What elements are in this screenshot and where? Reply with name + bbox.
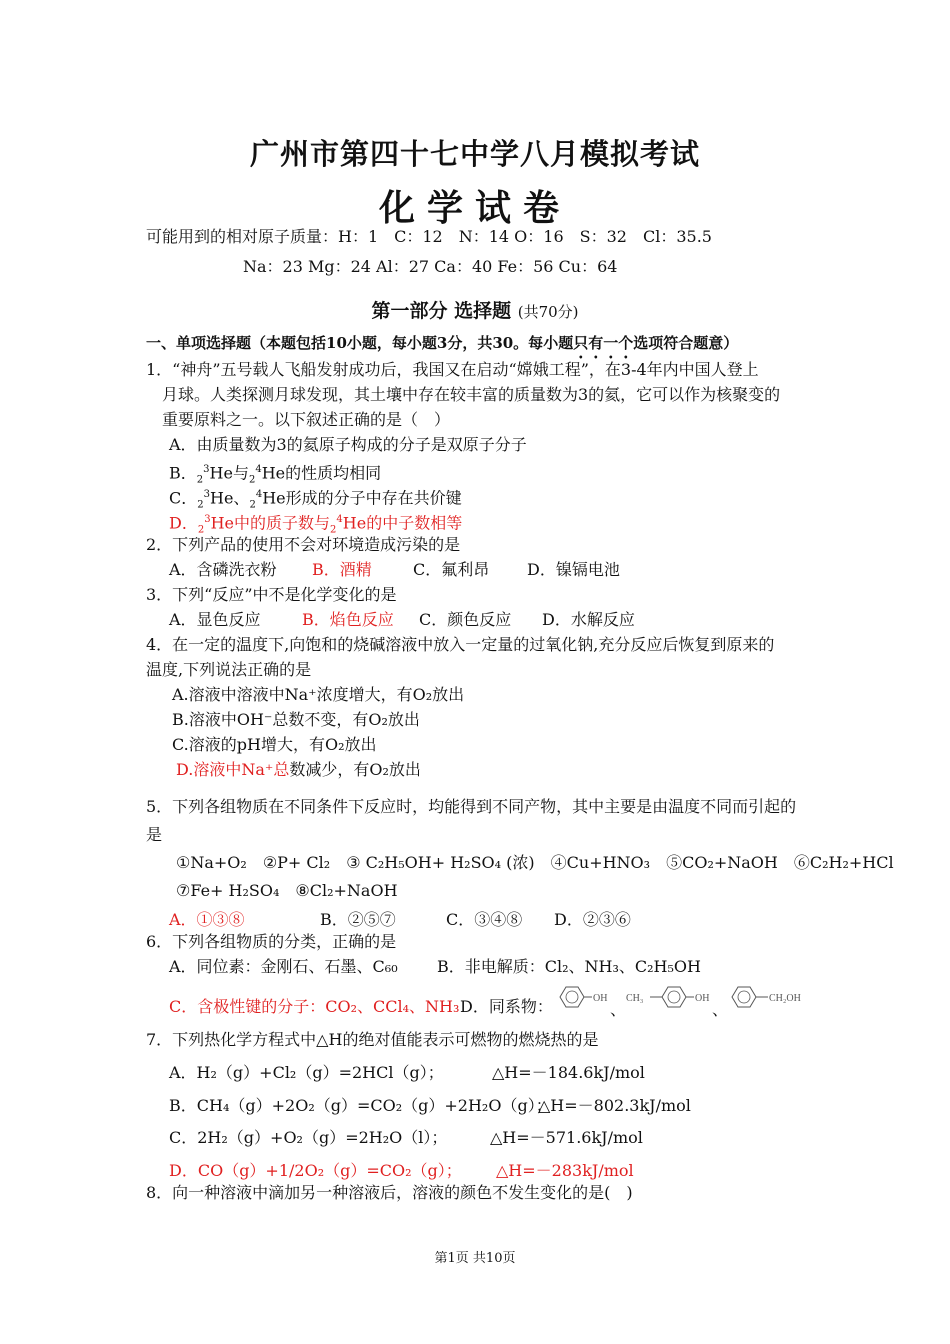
q1-stem-line-3: 重要原料之一。以下叙述正确的是（ ） xyxy=(162,410,451,429)
benzyl-alcohol-structure xyxy=(726,982,810,1016)
q7-option-b: B．CH₄（g）+2O₂（g）=CO₂（g）+2H₂O（g）； xyxy=(169,1096,552,1115)
exam-title: 广州市第四十七中学八月模拟考试 xyxy=(249,137,700,171)
q7-option-a-enthalpy: △H=－184.6kJ/mol xyxy=(492,1063,645,1082)
q5-reactions-row-1: ①Na+O₂ ②P+ Cl₂ ③ C₂H₅OH+ H₂SO₄ (浓) ④Cu+HNO₃ ⑤CO₂+NaOH ⑥C₂H₂+HCl xyxy=(176,853,894,872)
q5-reactions-row-2: ⑦Fe+ H₂SO₄ ⑧Cl₂+NaOH xyxy=(176,881,398,900)
q3-option-b-answer: B．焰色反应 xyxy=(302,610,394,629)
q2-option-d: D．镍镉电池 xyxy=(527,560,620,579)
q2-stem: 2．下列产品的使用不会对环境造成污染的是 xyxy=(146,535,461,554)
page-footer: 第1页 共10页 xyxy=(434,1251,516,1266)
q6-option-c-answer: C．含极性键的分子：CO₂、CCl₄、NH₃ xyxy=(169,997,460,1016)
q6-separator-2: 、 xyxy=(712,1000,729,1019)
q1-option-a: A．由质量数为3的氦原子构成的分子是双原子分子 xyxy=(169,435,527,454)
ch2oh-label: CH₂OH xyxy=(769,993,801,1004)
atomic-masses-line-1: 可能用到的相对原子质量：H：1 C：12 N：14 O：16 S：32 Cl：35.5 xyxy=(146,227,712,246)
q7-option-a: A．H₂（g）+Cl₂（g）=2HCl（g）； xyxy=(169,1063,444,1082)
benzene-ring-icon xyxy=(726,982,810,1012)
q5-option-b: B．②⑤⑦ xyxy=(320,910,396,929)
q6-option-b: B．非电解质：Cl₂、NH₃、C₂H₅OH xyxy=(437,957,701,976)
q3-option-d: D．水解反应 xyxy=(542,610,635,629)
benzene-ring-icon xyxy=(552,982,614,1012)
q5-option-a-answer: A．①③⑧ xyxy=(169,910,245,929)
q7-option-c-enthalpy: △H=－571.6kJ/mol xyxy=(490,1128,643,1147)
benzene-ring-icon xyxy=(626,982,718,1012)
q7-option-d-answer: D．CO（g）+1/2O₂（g）=CO₂（g）； xyxy=(169,1161,462,1180)
ch3-label: CH₃ xyxy=(626,993,644,1004)
q7-option-d-enthalpy: △H=－283kJ/mol xyxy=(496,1161,634,1180)
q3-option-a: A．显色反应 xyxy=(169,610,261,629)
oh-label: OH xyxy=(593,993,608,1004)
q6-separator-1: 、 xyxy=(610,1000,627,1019)
q5-option-d: D．②③⑥ xyxy=(554,910,631,929)
q4-option-b: B.溶液中OH⁻总数不变，有O₂放出 xyxy=(172,710,420,729)
q7-stem: 7．下列热化学方程式中△H的绝对值能表示可燃物的燃烧热的是 xyxy=(146,1030,599,1049)
q1-option-d-answer: D．$_2^3$He中的质子数与$_2^4$He的中子数相等 xyxy=(169,513,463,536)
q1-stem-line-2: 月球。人类探测月球发现，其土壤中存在较丰富的质量数为3的氦，它可以作为核聚变的 xyxy=(162,385,781,404)
section-heading: 一、单项选择题（本题包括10小题，每小题3分，共30。每小题只有一个选项符合题意） xyxy=(146,334,739,352)
q6-option-a: A．同位素：金刚石、石墨、C₆₀ xyxy=(169,957,398,976)
oh-label: OH xyxy=(695,993,710,1004)
q4-option-a: A.溶液中溶液中Na⁺浓度增大，有O₂放出 xyxy=(172,685,465,704)
q4-option-c: C.溶液的pH增大，有O₂放出 xyxy=(172,735,377,754)
q7-option-b-enthalpy: △H=－802.3kJ/mol xyxy=(538,1096,691,1115)
q1-stem-line-1: 1．“神舟”五号载人飞船发射成功后，我国又在启动“嫦娥工程”，在3-4年内中国人登上 xyxy=(146,360,759,379)
q1-option-b: B．$_2^3$He与$_2^4$He的性质均相同 xyxy=(169,463,382,486)
q4-option-d-answer: D.溶液中Na⁺总数减少，有O₂放出 xyxy=(176,760,421,779)
q5-stem-line-1: 5．下列各组物质在不同条件下反应时，均能得到不同产物，其中主要是由温度不同而引起的 xyxy=(146,797,797,816)
q3-stem: 3．下列“反应”中不是化学变化的是 xyxy=(146,585,397,604)
q4-stem-line-1: 4．在一定的温度下,向饱和的烧碱溶液中放入一定量的过氧化钠,充分反应后恢复到原来的 xyxy=(146,635,775,654)
q5-stem-line-2: 是 xyxy=(146,825,163,844)
phenol-structure xyxy=(552,982,614,1016)
q2-option-b-answer: B．酒精 xyxy=(312,560,372,579)
q5-option-c: C．③④⑧ xyxy=(446,910,523,929)
q3-option-c: C．颜色反应 xyxy=(419,610,512,629)
q1-option-c: C．$_2^3$He、$_2^4$He形成的分子中存在共价键 xyxy=(169,488,462,511)
q6-option-d: D．同系物： xyxy=(460,997,553,1016)
part-title: 第一部分 选择题 (共70分) xyxy=(371,300,579,322)
q2-option-c: C．氟利昂 xyxy=(413,560,490,579)
q7-option-c: C．2H₂（g）+O₂（g）=2H₂O（l）； xyxy=(169,1128,448,1147)
q6-stem: 6．下列各组物质的分类，正确的是 xyxy=(146,932,397,951)
cresol-structure xyxy=(626,982,718,1016)
q2-option-a: A．含磷洗衣粉 xyxy=(169,560,277,579)
atomic-masses-line-2: Na：23 Mg：24 Al：27 Ca：40 Fe：56 Cu：64 xyxy=(243,257,618,276)
exam-subtitle: 化学试卷 xyxy=(378,187,571,229)
q4-stem-line-2: 温度,下列说法正确的是 xyxy=(146,660,312,679)
q8-stem: 8．向一种溶液中滴加另一种溶液后，溶液的颜色不发生变化的是( ) xyxy=(146,1183,633,1202)
